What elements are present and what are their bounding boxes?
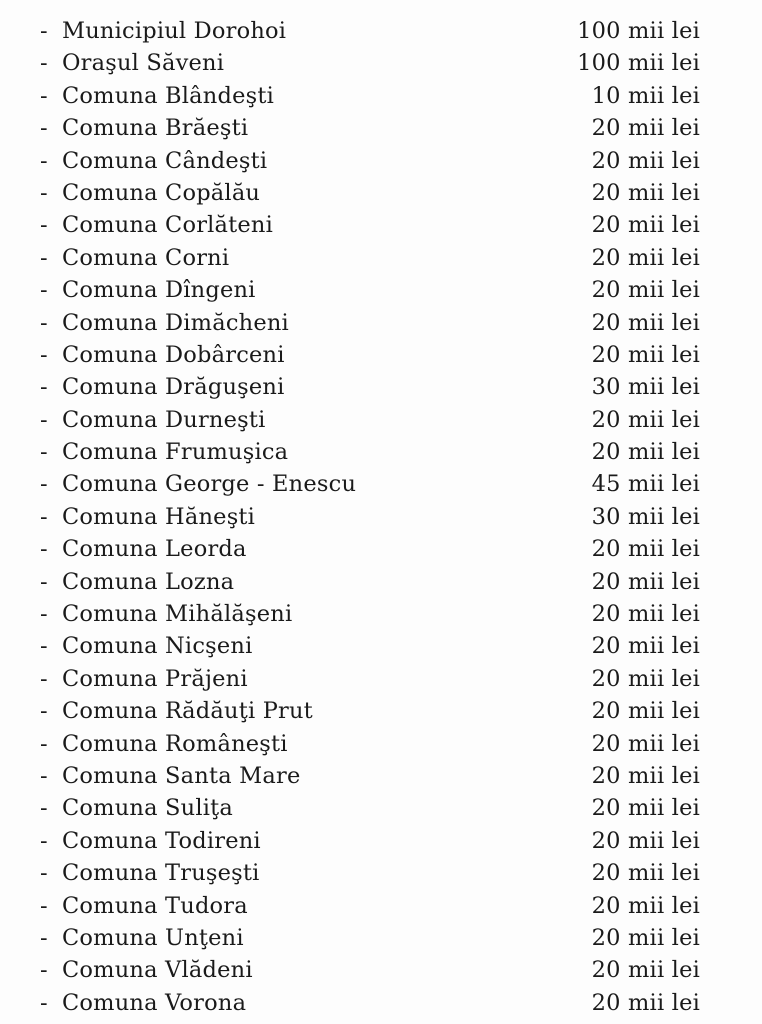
allocation-amount: 20 mii lei [591,277,700,304]
list-bullet-dash: - [40,698,48,725]
allocation-amount: 20 mii lei [591,601,700,628]
list-bullet-dash: - [40,762,48,789]
locality-name: Comuna Prăjeni [62,665,248,692]
list-item [40,630,700,662]
list-bullet-dash: - [40,179,48,206]
locality-name: Comuna Hăneşti [62,503,256,530]
locality-name: Comuna Drăguşeni [62,374,285,401]
allocation-amount: 20 mii lei [591,179,700,206]
list-item [40,728,700,760]
list-bullet-dash: - [40,147,48,174]
allocation-amount: 20 mii lei [591,309,700,336]
locality-name: Comuna Frumuşica [62,439,289,466]
locality-name: Comuna Corni [62,244,230,271]
list-bullet-dash: - [40,374,48,401]
list-item [40,922,700,954]
list-item [40,663,700,695]
list-item [40,15,700,47]
locality-name: Comuna Copălău [62,179,261,206]
list-bullet-dash: - [40,568,48,595]
list-bullet-dash: - [40,924,48,951]
allocation-amount: 20 mii lei [591,439,700,466]
list-bullet-dash: - [40,860,48,887]
allocation-amount: 30 mii lei [591,503,700,530]
list-bullet-dash: - [40,341,48,368]
list-item [40,890,700,922]
locality-name: Comuna Unţeni [62,924,244,951]
allocation-amount: 20 mii lei [591,698,700,725]
list-bullet-dash: - [40,601,48,628]
allocation-amount: 20 mii lei [591,989,700,1016]
allocation-amount: 20 mii lei [591,212,700,239]
locality-name: Comuna Santa Mare [62,762,301,789]
list-item [40,80,700,112]
allocation-amount: 20 mii lei [591,115,700,142]
list-bullet-dash: - [40,957,48,984]
list-item [40,145,700,177]
locality-name: Comuna George - Enescu [62,471,357,498]
list-item [40,242,700,274]
allocation-amount: 20 mii lei [591,341,700,368]
allocation-amount: 20 mii lei [591,924,700,951]
locality-name: Comuna Brăeşti [62,115,249,142]
list-item [40,695,700,727]
list-bullet-dash: - [40,892,48,919]
locality-name: Comuna Nicşeni [62,633,253,660]
list-bullet-dash: - [40,795,48,822]
locality-name: Comuna Mihălăşeni [62,601,293,628]
allocation-amount: 100 mii lei [577,18,700,44]
list-item [40,177,700,209]
list-bullet-dash: - [40,277,48,304]
list-item [40,792,700,824]
list-bullet-dash: - [40,309,48,336]
allocation-amount: 45 mii lei [591,471,700,498]
list-item [40,954,700,986]
allocation-list [40,15,700,1019]
allocation-amount: 20 mii lei [591,568,700,595]
list-bullet-dash: - [40,536,48,563]
list-item [40,598,700,630]
list-item [40,857,700,889]
locality-name: Comuna Truşeşti [62,860,260,887]
list-item [40,468,700,500]
allocation-amount: 20 mii lei [591,795,700,822]
allocation-amount: 100 mii lei [577,50,700,77]
list-item [40,371,700,403]
locality-name: Comuna Tudora [62,892,248,919]
allocation-amount: 20 mii lei [591,147,700,174]
list-bullet-dash: - [40,18,48,44]
list-bullet-dash: - [40,503,48,530]
locality-name: Comuna Dimăcheni [62,309,289,336]
list-bullet-dash: - [40,989,48,1016]
allocation-amount: 20 mii lei [591,892,700,919]
allocation-amount: 20 mii lei [591,957,700,984]
locality-name: Oraşul Săveni [62,50,225,77]
list-item [40,112,700,144]
locality-name: Comuna Lozna [62,568,235,595]
locality-name: Comuna Todireni [62,827,261,854]
locality-name: Comuna Cândeşti [62,147,268,174]
allocation-amount: 30 mii lei [591,374,700,401]
locality-name: Comuna Suliţa [62,795,233,822]
list-item [40,566,700,598]
list-item [40,825,700,857]
list-item [40,339,700,371]
list-item [40,47,700,79]
list-item [40,987,700,1019]
list-bullet-dash: - [40,439,48,466]
allocation-amount: 20 mii lei [591,633,700,660]
allocation-amount: 20 mii lei [591,406,700,433]
locality-name: Comuna Vlădeni [62,957,253,984]
allocation-amount: 20 mii lei [591,762,700,789]
locality-name: Comuna Dîngeni [62,277,256,304]
list-item [40,436,700,468]
allocation-amount: 20 mii lei [591,665,700,692]
allocation-amount: 20 mii lei [591,827,700,854]
list-item [40,274,700,306]
list-bullet-dash: - [40,82,48,109]
list-item [40,404,700,436]
locality-name: Comuna Dobârceni [62,341,285,368]
list-bullet-dash: - [40,244,48,271]
list-bullet-dash: - [40,115,48,142]
list-bullet-dash: - [40,212,48,239]
list-item [40,533,700,565]
list-bullet-dash: - [40,50,48,77]
allocation-amount: 20 mii lei [591,536,700,563]
allocation-amount: 10 mii lei [591,82,700,109]
locality-name: Comuna Româneşti [62,730,288,757]
list-bullet-dash: - [40,471,48,498]
list-bullet-dash: - [40,730,48,757]
allocation-amount: 20 mii lei [591,730,700,757]
list-item [40,307,700,339]
list-bullet-dash: - [40,827,48,854]
locality-name: Comuna Blândeşti [62,82,274,109]
list-bullet-dash: - [40,665,48,692]
locality-name: Comuna Durneşti [62,406,266,433]
locality-name: Comuna Leorda [62,536,247,563]
locality-name: Comuna Vorona [62,989,247,1016]
allocation-amount: 20 mii lei [591,244,700,271]
list-item [40,501,700,533]
list-bullet-dash: - [40,406,48,433]
locality-name: Comuna Rădăuţi Prut [62,698,313,725]
list-bullet-dash: - [40,633,48,660]
list-item [40,209,700,241]
locality-name: Municipiul Dorohoi [62,18,287,44]
allocation-amount: 20 mii lei [591,860,700,887]
list-item [40,760,700,792]
locality-name: Comuna Corlăteni [62,212,274,239]
